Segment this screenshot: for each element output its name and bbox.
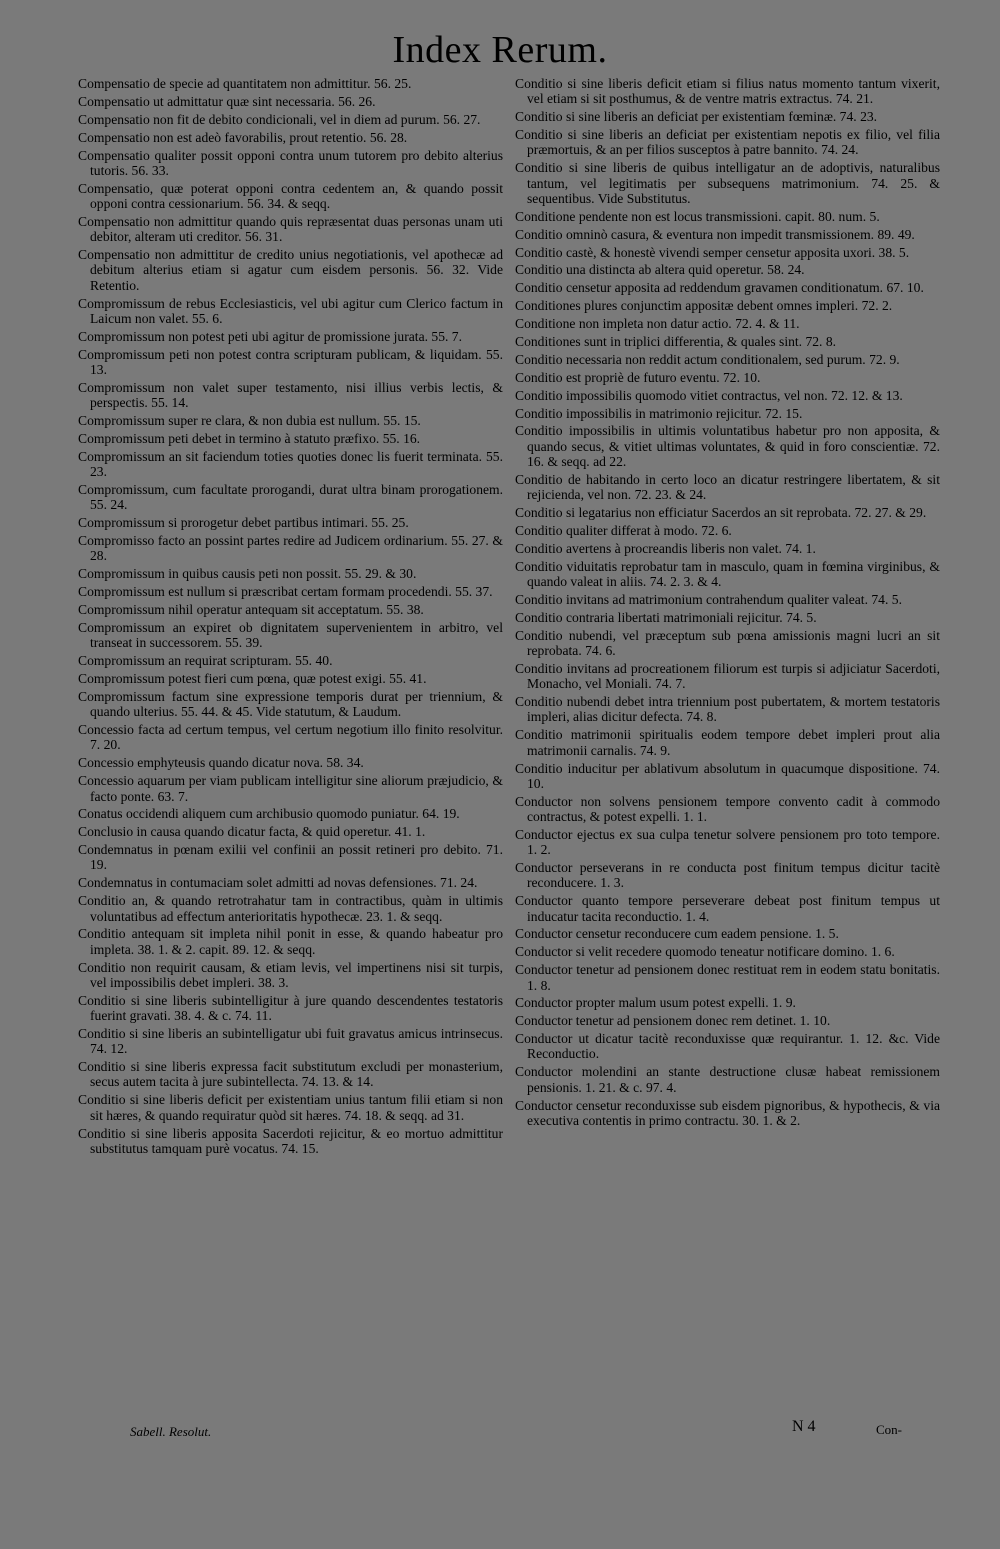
index-entry: Conditio matrimonii spiritualis eodem tempore debet impleri prout alia matrimonii carnalis. 74. 9. (515, 727, 940, 758)
index-entry: Conditione non impleta non datur actio. 72. 4. & 11. (515, 316, 800, 332)
index-entry: Conditio de habitando in certo loco an dicatur restringere libertatem, & sit rejicienda, vel non. 72. 23. & 24. (515, 471, 940, 503)
index-entry: Conditio nubendi, vel præceptum sub pœna amissionis magni lucri an sit reprobata. 74. 6. (515, 627, 940, 659)
index-entry: Conditio si sine liberis deficit per existentiam unius tantum filii etiam si non sit hæres, & quando requiratur quòd sit hæres. 74. 18. & seqq. ad 31. (78, 1092, 503, 1123)
index-entry: Conditio non requirit causam, & etiam levis, vel impertinens nisi sit turpis, vel impossibilis debet impleri. 38. 3. (78, 959, 503, 990)
index-entry: Compromissum an requirat scripturam. 55. 40. (78, 653, 333, 669)
index-entry: Conatus occidendi aliquem cum archibusio quomodo puniatur. 64. 19. (78, 806, 460, 822)
catchword: Con- (876, 1422, 902, 1437)
index-entry: Conditio nubendi debet intra triennium post pubertatem, & mortem testatoris impleri, alias dicitur defecta. 74. 8. (515, 694, 940, 725)
index-entry: Conductor tenetur ad pensionem donec restituat rem in eodem statu bonitatis. 1. 8. (515, 962, 940, 993)
index-entry: Compromissum nihil operatur antequam sit acceptatum. 55. 38. (78, 602, 424, 618)
index-entry: Compromissum non valet super testamento, nisi illius verbis lectis, & perspectis. 55. 14. (78, 379, 503, 411)
index-entry: Conditione pendente non est locus transmissioni. capit. 80. num. 5. (515, 208, 880, 224)
index-entry: Conditio castè, & honestè vivendi semper censetur apposita uxori. 38. 5. (515, 244, 910, 260)
index-column-left (78, 76, 503, 1159)
index-entry: Conditio si legatarius non efficiatur Sacerdos an sit reprobata. 72. 27. & 29. (515, 505, 927, 521)
sheet-mark: N 4 (792, 1418, 816, 1435)
index-entry: Compromissum potest fieri cum pœna, quæ potest exigi. 55. 41. (78, 671, 427, 687)
index-entry: Conditio impossibilis in matrimonio rejicitur. 72. 15. (515, 405, 803, 421)
index-entry: Conditio si sine liberis an deficiat per existentiam fœminæ. 74. 23. (515, 109, 878, 125)
index-entry: Conditio qualiter differat à modo. 72. 6. (515, 523, 732, 538)
index-entry: Concessio facta ad certum tempus, vel certum negotium illo finito resolvitur. 7. 20. (78, 722, 503, 753)
index-entry: Conditio si sine liberis apposita Sacerdoti rejicitur, & eo mortuo admittitur substitutus tamquam purè vocatus. 74. 15. (78, 1125, 503, 1156)
index-entry: Conditio impossibilis in ultimis voluntatibus habetur pro non apposita, & quando secus, & vitiet ultimas voluntates, & quid in foro conscientiæ. 72. 16. & seqq. ad 22. (515, 423, 940, 470)
index-entry: Conditio censetur apposita ad reddendum gravamen conditionatum. 67. 10. (515, 280, 924, 296)
index-column-right (515, 76, 940, 1131)
index-entry: Conditio avertens à procreandis liberis non valet. 74. 1. (515, 540, 816, 556)
index-entry: Compromissum est nullum si præscribat certam formam procedendi. 55. 37. (78, 584, 493, 600)
index-entry: Conditio omninò casura, & eventura non impedit transmissionem. 89. 49. (515, 226, 915, 242)
index-entry: Conductor ut dicatur tacitè reconduxisse quæ requirantur. 1. 12. &c. Vide Reconductio. (515, 1031, 940, 1062)
index-entry: Conditio impossibilis quomodo vitiet contractus, vel non. 72. 12. & 13. (515, 387, 903, 403)
index-entry: Compromissum peti debet in termino à statuto præfixo. 55. 16. (78, 430, 421, 446)
index-entry: Condemnatus in contumaciam solet admitti ad novas defensiones. 71. 24. (78, 875, 478, 891)
index-entry: Conditio inducitur per ablativum absolutum in quacumque dispositione. 74. 10. (515, 760, 940, 791)
index-entry: Conditio an, & quando retrotrahatur tam in contractibus, quàm in ultimis voluntatibus ad effectum anterioritatis hypothecæ. 23. 1. & seqq. (78, 893, 503, 924)
index-entry: Compensatio ut admittatur quæ sint necessaria. 56. 26. (78, 93, 376, 109)
index-entry: Conductor perseverans in re conducta post finitum tempus dicitur tacitè reconducere. 1. 3. (515, 860, 940, 891)
index-entry: Conditio una distincta ab altera quid operetur. 58. 24. (515, 262, 805, 278)
index-entry: Conditio si sine liberis expressa facit substitutum excludi per monasterium, secus autem tacita à jure subintellecta. 74. 13. & 14. (78, 1059, 503, 1090)
index-entry: Conductor censetur reconduxisse sub eisdem pignoribus, & hypothecis, & via executiva contentis in primo contractu. 30. 1. & 2. (515, 1097, 940, 1128)
index-entry: Compromissum an expiret ob dignitatem supervenientem in arbitro, vel transeat in successorem. 55. 39. (78, 619, 503, 651)
index-entry: Compensatio qualiter possit opponi contra unum tutorem pro debito alterius tutoris. 56. 33. (78, 147, 503, 178)
index-entry: Conditio invitans ad procreationem filiorum est turpis si adjiciatur Sacerdoti, Monacho, vel Moniali. 74. 7. (515, 660, 940, 692)
index-entry: Conclusio in causa quando dicatur facta, & quid operetur. 41. 1. (78, 824, 426, 840)
index-entry: Conditio contraria libertati matrimoniali rejicitur. 74. 5. (515, 609, 817, 625)
index-entry: Concessio aquarum per viam publicam intelligitur sine aliorum præjudicio, & facto ponte. 63. 7. (78, 773, 503, 804)
index-entry: Conductor tenetur ad pensionem donec rem detinet. 1. 10. (515, 1013, 831, 1029)
index-entry: Compromissum, cum facultate prorogandi, durat ultra binam prorogationem. 55. 24. (78, 482, 503, 513)
index-entry: Conditio si sine liberis an deficiat per existentiam nepotis ex filio, vel filia præmortuis, & an per filios susceptos à patre bannito. 74. 24. (515, 127, 940, 158)
index-entry: Conductor si velit recedere quomodo teneatur notificare domino. 1. 6. (515, 944, 895, 960)
page-title: Index Rerum. (392, 29, 608, 71)
index-entry: Conductor ejectus ex sua culpa tenetur solvere pensionem pro toto tempore. 1. 2. (515, 826, 940, 858)
index-entry: Conditiones sunt in triplici differentia, & quales sint. 72. 8. (515, 333, 837, 349)
index-entry: Compensatio non admittitur quando quis repræsentat duas personas unam uti debitor, alteram uti creditor. 56. 31. (78, 213, 503, 245)
index-entry: Compromissum super re clara, & non dubia est nullum. 55. 15. (78, 413, 421, 429)
index-entry: Conditio si sine liberis de quibus intelligatur an de adoptivis, naturalibus tantum, vel legitimatis per subsequens matrimonium. 74. 25. & sequentibus. Vide Substitutus. (515, 160, 940, 206)
index-entry: Compromisso facto an possint partes redire ad Judicem ordinarium. 55. 27. & 28. (78, 533, 503, 564)
index-entry: Conditiones plures conjunctim appositæ debent omnes impleri. 72. 2. (515, 298, 893, 314)
index-entry: Compensatio, quæ poterat opponi contra cedentem an, & quando possit opponi contra cessionarium. 56. 34. & seqq. (78, 180, 503, 212)
index-entry: Conditio antequam sit impleta nihil ponit in esse, & quando habeatur pro impleta. 38. 1. & 2. capit. 89. 12. & seqq. (78, 926, 503, 957)
index-entry: Compromissum in quibus causis peti non possit. 55. 29. & 30. (78, 566, 417, 582)
index-entry: Condemnatus in pœnam exilii vel confinii an possit retineri pro debito. 71. 19. (78, 842, 503, 873)
index-entry: Compromissum an sit faciendum toties quoties donec lis fuerit terminata. 55. 23. (78, 448, 503, 480)
index-entry: Compensatio non admittitur de credito unius negotiationis, vel apothecæ ad debitum alterius etiam si agatur cum eisdem personis. 56. 32. Vide Retentio. (78, 247, 503, 293)
index-entry: Conductor propter malum usum potest expelli. 1. 9. (515, 995, 796, 1011)
index-entry: Concessio emphyteusis quando dicatur nova. 58. 34. (78, 755, 364, 771)
index-entry: Conditio viduitatis reprobatur tam in masculo, quam in fœmina virginibus, & quando valeat in aliis. 74. 2. 3. & 4. (515, 558, 940, 590)
index-entry: Conductor censetur reconducere cum eadem pensione. 1. 5. (515, 926, 839, 942)
index-entry: Conditio si sine liberis deficit etiam si filius natus momento tantum vixerit, vel etiam si sit posthumus, & de ventre matris extractus. 74. 21. (515, 76, 940, 107)
index-entry: Conductor quanto tempore perseverare debeat post finitum tempus ut inducatur tacita reconductio. 1. 4. (515, 893, 940, 924)
index-entry: Conditio est propriè de futuro eventu. 72. 10. (515, 369, 761, 385)
index-entry: Conditio si sine liberis an subintelligatur ubi fuit gravatus amicus intrinsecus. 74. 12. (78, 1026, 503, 1057)
index-entry: Compromissum peti non potest contra scripturam publicam, & liquidam. 55. 13. (78, 346, 503, 377)
index-entry: Conditio si sine liberis subintelligitur à jure quando descendentes testatoris fuerint gravati. 38. 4. & c. 74. 11. (78, 992, 503, 1024)
index-entry: Conditio invitans ad matrimonium contrahendum qualiter valeat. 74. 5. (515, 591, 902, 607)
index-entry: Conductor non solvens pensionem tempore convento cadit à commodo contractus, & potest expelli. 1. 1. (515, 793, 940, 824)
index-entry: Compromissum si prorogetur debet partibus intimari. 55. 25. (78, 515, 409, 531)
index-entry: Compromissum non potest peti ubi agitur de promissione jurata. 55. 7. (78, 328, 462, 344)
index-entry: Conditio necessaria non reddit actum conditionalem, sed purum. 72. 9. (515, 351, 900, 367)
index-entry: Conductor molendini an stante destructione clusæ habeat remissionem pensionis. 1. 21. & c. 97. 4. (515, 1064, 940, 1095)
index-entry: Compensatio non est adeò favorabilis, prout retentio. 56. 28. (78, 129, 408, 145)
index-entry: Compensatio non fit de debito condicionali, vel in diem ad purum. 56. 27. (78, 111, 481, 127)
signature-line: Sabell. Resolut. (130, 1424, 212, 1439)
index-entry: Compensatio de specie ad quantitatem non admittitur. 56. 25. (78, 76, 412, 91)
index-entry: Compromissum de rebus Ecclesiasticis, vel ubi agitur cum Clerico factum in Laicum non valet. 55. 6. (78, 295, 503, 326)
index-entry: Compromissum factum sine expressione temporis durat per triennium, & quando ulterius. 55. 44. & 45. Vide statutum, & Laudum. (78, 688, 503, 720)
